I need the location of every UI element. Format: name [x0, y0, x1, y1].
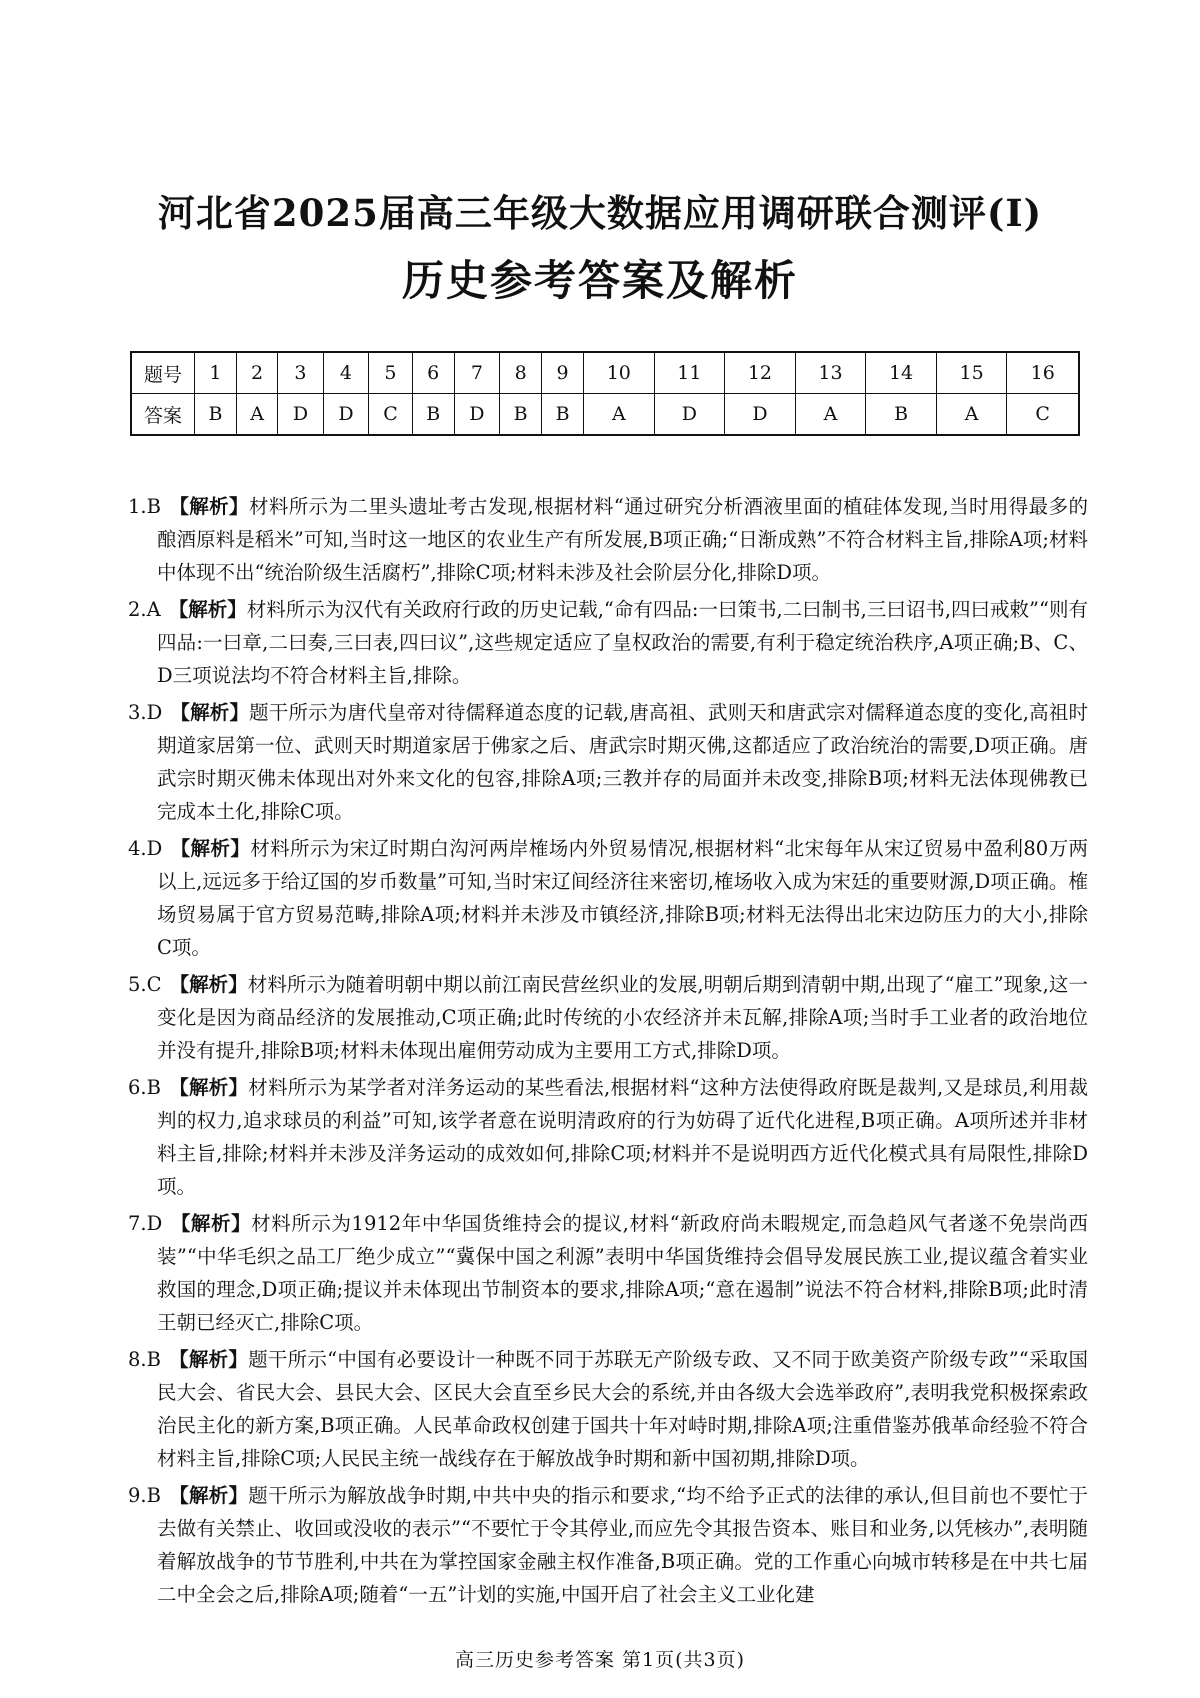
explanation-item: [128, 1343, 1088, 1475]
item-tag: 【解析】: [170, 1212, 252, 1235]
item-tag: 【解析】: [168, 598, 247, 621]
answer-cell: D: [654, 394, 725, 436]
answer-cell: A: [936, 394, 1007, 436]
question-number-cell: 15: [936, 352, 1007, 394]
item-number: 3.D: [128, 701, 163, 724]
item-text: 题干所示“中国有必要设计一种既不同于苏联无产阶级专政、又不同于欧美资产阶级专政”“采取国民大会、省民大会、县民大会、区民大会直至乡民大会的系统,并由各级大会选举政府”,表明我党积极探索政治民主化的新方案,B项正确。人民革命政权创建于国共十年对峙时期,排除A项;注重借鉴苏俄革命经验不符合材料主旨,排除C项;人民民主统一战线存在于解放战争时期和新中国初期,排除D项。: [157, 1348, 1088, 1470]
answer-cell: C: [1007, 394, 1079, 436]
question-number-cell: 14: [866, 352, 937, 394]
explanation-item: [128, 968, 1088, 1067]
question-number-cell: 6: [412, 352, 454, 394]
row-label-question: 题号: [131, 352, 195, 394]
explanation-item: [128, 490, 1088, 589]
item-text: 材料所示为随着明朝中期以前江南民营丝织业的发展,明朝后期到清朝中期,出现了“雇工”现象,这一变化是因为商品经济的发展推动,C项正确;此时传统的小农经济并未瓦解,排除A项;当时手工业者的政治地位并没有提升,排除B项;材料未体现出雇佣劳动成为主要用工方式,排除D项。: [157, 973, 1088, 1062]
item-text: 题干所示为解放战争时期,中共中央的指示和要求,“均不给予正式的法律的承认,但目前也不要忙于去做有关禁止、收回或没收的表示”“不要忙于令其停业,而应先令其报告资本、账目和业务,以凭核办”,表明随着解放战争的节节胜利,中共在为掌控国家金融主权作准备,B项正确。党的工作重心向城市转移是在中共七届二中全会之后,排除A项;随着“一五”计划的实施,中国开启了社会主义工业化建: [157, 1484, 1088, 1606]
answer-cell: D: [725, 394, 796, 436]
question-number-cell: 3: [278, 352, 323, 394]
item-number: 5.C: [128, 973, 162, 996]
row-label-answer: 答案: [131, 394, 195, 436]
answer-cell: D: [278, 394, 323, 436]
document-title: 河北省2025届高三年级大数据应用调研联合测评(Ⅰ): [157, 191, 1043, 235]
item-tag: 【解析】: [170, 837, 251, 860]
answer-cell: B: [866, 394, 937, 436]
item-number: 2.A: [128, 598, 161, 621]
item-tag: 【解析】: [168, 1076, 249, 1099]
question-number-cell: 7: [454, 352, 499, 394]
item-text: 材料所示为1912年中华国货维持会的提议,材料“新政府尚未暇规定,而急趋风气者遂不免崇尚西装”“中华毛织之品工厂绝少成立”“冀保中国之利源”表明中华国货维持会倡导发展民族工业,提议蕴含着实业救国的理念,D项正确;提议并未体现出节制资本的要求,排除A项;“意在遏制”说法不符合材料,排除B项;此时清王朝已经灭亡,排除C项。: [157, 1212, 1088, 1334]
question-number-cell: 4: [323, 352, 368, 394]
item-text: 材料所示为汉代有关政府行政的历史记载,“命有四品:一曰策书,二曰制书,三曰诏书,四曰戒敕”“则有四品:一曰章,二曰奏,三曰表,四曰议”,这些规定适应了皇权政治的需要,有利于稳定统治秩序,A项正确;B、C、D三项说法均不符合材料主旨,排除。: [157, 598, 1088, 687]
explanation-item: [128, 593, 1088, 692]
answer-cell: C: [369, 394, 413, 436]
explanation-item: [128, 696, 1088, 828]
answer-row: [131, 394, 1079, 436]
item-number: 6.B: [128, 1076, 161, 1099]
item-number: 1.B: [128, 495, 161, 518]
answer-cell: A: [236, 394, 277, 436]
item-tag: 【解析】: [169, 973, 248, 996]
question-number-cell: 9: [542, 352, 584, 394]
item-text: 题干所示为唐代皇帝对待儒释道态度的记载,唐高祖、武则天和唐武宗对儒释道态度的变化,高祖时期道家居第一位、武则天时期道家居于佛家之后、唐武宗时期灭佛,这都适应了政治统治的需要,D项正确。唐武宗时期灭佛未体现出对外来文化的包容,排除A项;三教并存的局面并未改变,排除B项;材料无法体现佛教已完成本土化,排除C项。: [157, 701, 1088, 823]
question-number-cell: 2: [236, 352, 277, 394]
item-tag: 【解析】: [168, 1348, 249, 1371]
explanation-item: [128, 1071, 1088, 1203]
answer-cell: A: [584, 394, 655, 436]
question-number-cell: 16: [1007, 352, 1079, 394]
item-text: 材料所示为宋辽时期白沟河两岸榷场内外贸易情况,根据材料“北宋每年从宋辽贸易中盈利80万两以上,远远多于给辽国的岁币数量”可知,当时宋辽间经济往来密切,榷场收入成为宋廷的重要财源,D项正确。榷场贸易属于官方贸易范畴,排除A项;材料并未涉及市镇经济,排除B项;材料无法得出北宋边防压力的大小,排除C项。: [157, 837, 1088, 959]
question-number-cell: 8: [500, 352, 542, 394]
question-number-cell: 13: [795, 352, 866, 394]
item-number: 8.B: [128, 1348, 161, 1371]
item-tag: 【解析】: [168, 1484, 249, 1507]
document-subtitle: 历史参考答案及解析: [401, 256, 798, 305]
answer-cell: B: [195, 394, 237, 436]
question-number-cell: 10: [584, 352, 655, 394]
explanations-list: [128, 490, 1088, 1615]
item-number: 9.B: [128, 1484, 161, 1507]
question-number-cell: 1: [195, 352, 237, 394]
answer-cell: A: [795, 394, 866, 436]
explanation-item: [128, 832, 1088, 964]
answer-table: [130, 351, 1080, 436]
item-text: 材料所示为某学者对洋务运动的某些看法,根据材料“这种方法使得政府既是裁判,又是球员,利用裁判的权力,追求球员的利益”可知,该学者意在说明清政府的行为妨碍了近代化进程,B项正确。A项所述并非材料主旨,排除;材料并未涉及洋务运动的成效如何,排除C项;材料并不是说明西方近代化模式具有局限性,排除D项。: [157, 1076, 1088, 1198]
answer-cell: D: [454, 394, 499, 436]
item-text: 材料所示为二里头遗址考古发现,根据材料“通过研究分析酒液里面的植硅体发现,当时用得最多的酿酒原料是稻米”可知,当时这一地区的农业生产有所发展,B项正确;“日渐成熟”不符合材料主旨,排除A项;材料中体现不出“统治阶级生活腐朽”,排除C项;材料未涉及社会阶层分化,排除D项。: [157, 495, 1088, 584]
answer-cell: B: [500, 394, 542, 436]
answer-cell: D: [323, 394, 368, 436]
page-footer: 高三历史参考答案 第1页(共3页): [454, 1649, 746, 1671]
question-number-row: [131, 352, 1079, 394]
question-number-cell: 11: [654, 352, 725, 394]
question-number-cell: 5: [369, 352, 413, 394]
explanation-item: [128, 1207, 1088, 1339]
item-tag: 【解析】: [168, 495, 249, 518]
item-number: 7.D: [128, 1212, 163, 1235]
item-tag: 【解析】: [170, 701, 250, 724]
answer-cell: B: [542, 394, 584, 436]
item-number: 4.D: [128, 837, 163, 860]
question-number-cell: 12: [725, 352, 796, 394]
answer-cell: B: [412, 394, 454, 436]
explanation-item: [128, 1479, 1088, 1611]
